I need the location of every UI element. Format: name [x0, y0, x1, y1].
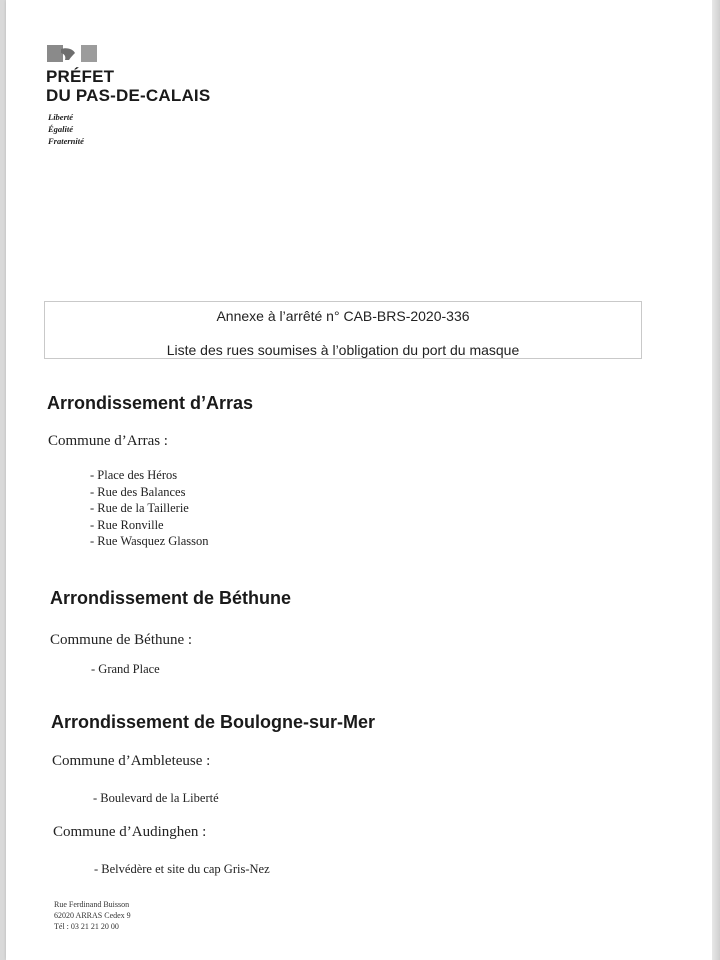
list-item: - Rue de la Taillerie	[90, 501, 189, 515]
commune-name-bethune: Commune de Béthune :	[50, 632, 193, 648]
street-list-ambleteuse	[93, 790, 219, 807]
street-list-bethune	[91, 661, 160, 678]
annex-subtitle: Liste des rues soumises à l’obligation du port du masque	[166, 342, 520, 358]
page-edge-shadow	[712, 0, 720, 960]
arrondissement-heading-arras: Arrondissement d’Arras	[47, 393, 254, 413]
commune-name-audinghen: Commune d’Audinghen :	[53, 824, 207, 840]
footer-phone: Tél : 03 21 21 20 00	[54, 922, 119, 931]
motto-liberte: Liberté	[48, 112, 74, 122]
list-item: - Rue Wasquez Glasson	[90, 534, 209, 548]
commune-name-ambleteuse: Commune d’Ambleteuse :	[52, 753, 211, 769]
street-list-arras	[90, 467, 209, 550]
street-list-audinghen	[94, 861, 270, 878]
arrondissement-heading-bethune: Arrondissement de Béthune	[50, 588, 292, 608]
document-page	[6, 0, 712, 960]
prefecture-title-line1: PRÉFET	[46, 67, 115, 86]
list-item: - Grand Place	[91, 662, 160, 676]
marianne-logo-icon	[47, 45, 97, 62]
list-item: - Belvédère et site du cap Gris-Nez	[94, 862, 270, 876]
republic-motto	[48, 111, 84, 147]
list-item: - Rue Ronville	[90, 517, 164, 532]
motto-fraternite: Fraternité	[48, 136, 84, 146]
commune-name-arras: Commune d’Arras :	[48, 433, 168, 449]
list-item: - Boulevard de la Liberté	[93, 791, 219, 805]
motto-egalite: Égalité	[48, 124, 74, 134]
annex-box	[44, 301, 642, 359]
footer-city: 62020 ARRAS Cedex 9	[54, 911, 131, 920]
list-item: - Place des Héros	[90, 468, 178, 482]
list-item: - Rue des Balances	[90, 484, 186, 499]
footer-street: Rue Ferdinand Buisson	[54, 900, 130, 909]
annex-title: Annexe à l’arrêté n° CAB-BRS-2020-336	[216, 308, 470, 324]
prefecture-title-line2: DU PAS-DE-CALAIS	[46, 86, 211, 105]
prefecture-title	[46, 67, 210, 105]
arrondissement-heading-boulogne: Arrondissement de Boulogne-sur-Mer	[51, 712, 376, 732]
footer-address	[54, 899, 131, 932]
